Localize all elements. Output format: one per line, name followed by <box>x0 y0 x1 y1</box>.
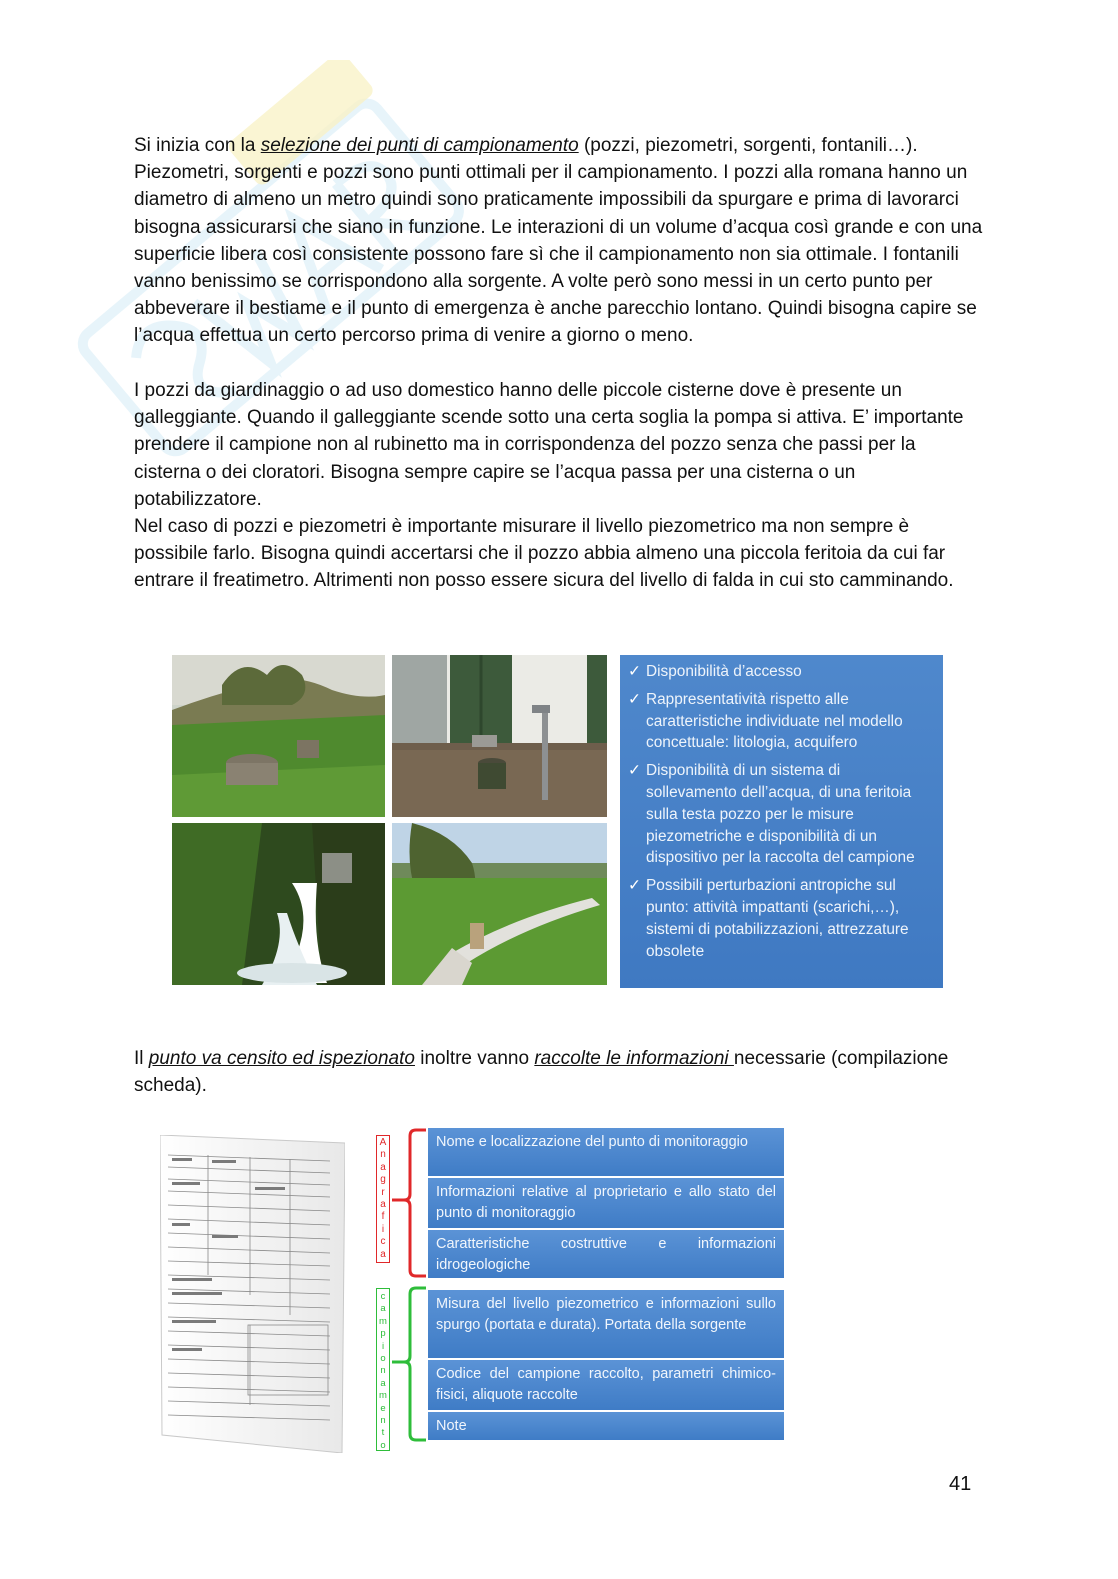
selezione-link-text: selezione dei punti di campionamento <box>260 135 579 156</box>
informazioni-link-text: raccolte le informazioni <box>534 1048 734 1069</box>
anagrafica-brace-icon <box>388 1128 430 1280</box>
check-icon: ✓ <box>628 762 641 780</box>
criterion-item: ✓ Rappresentatività rispetto alle caratteristiche individuate nel modello concettuale: litologia, acquifero <box>628 690 903 752</box>
fontanile-photo <box>392 823 607 985</box>
spring-waterfall-photo <box>172 823 385 985</box>
scheda-row-codice: Codice del campione raccolto, parametri chimico-fisici, aliquote raccolte <box>428 1360 784 1412</box>
campionamento-label: c a m p i o n a m e n t o <box>376 1288 390 1451</box>
check-icon: ✓ <box>628 877 641 895</box>
campionamento-brace-icon <box>388 1284 430 1446</box>
check-icon: ✓ <box>628 690 641 708</box>
censito-link-text: punto va censito ed ispezionato <box>148 1048 415 1069</box>
garden-well-photo <box>392 655 607 817</box>
anagrafica-label: A n a g r a f i c a <box>376 1135 390 1263</box>
scheda-row-caratteristiche: Caratteristiche costruttive e informazioni idrogeologiche <box>428 1230 784 1280</box>
censimento-paragraph: Il punto va censito ed ispezionato inoltre vanno raccolte le informazioni necessarie (compilazione scheda). <box>134 1048 949 1097</box>
criterion-item: ✓ Possibili perturbazioni antropiche sul punto: attività impattanti (scarichi,…), sistemi di potabilizzazioni, attrezzature obsolete <box>628 877 909 960</box>
intro-paragraph: Si inizia con la selezione dei punti di campionamento (pozzi, piezometri, sorgenti, fontanili…). Piezometri, sorgenti e pozzi sono punti ottimali per il campionamento. I pozzi alla romana hanno un diametro di almeno un metro quindi sono praticamente impossibili da spurgare e prima di lavorarci bisogna assicurarsi che siano in funzione. Le interazioni di un volume d’acqua così grande e con una superficie libera così consistente possono fare sì che il campionamento non sia ottimale. I fontanili vanno benissimo se corrispondono alla sorgente. A volte però sono messi in un certo punto per abbeverare il bestiame e il punto di emergenza è anche parecchio lontano. Quindi bisogna capire se l’acqua effettua un certo percorso prima di venire a giorno o meno. <box>134 135 983 347</box>
scheda-form-image <box>160 1135 345 1453</box>
page-number: 41 <box>949 1473 972 1495</box>
criteria-box <box>620 655 943 988</box>
well-field-photo <box>172 655 385 817</box>
check-icon: ✓ <box>628 663 641 680</box>
scheda-row-nome: Nome e localizzazione del punto di monitoraggio <box>428 1128 784 1178</box>
scheda-row-proprietario: Informazioni relative al proprietario e allo stato del punto di monitoraggio <box>428 1178 784 1230</box>
scheda-row-note: Note <box>428 1412 784 1442</box>
scheda-row-misura: Misura del livello piezometrico e informazioni sullo spurgo (portata e durata). Portata della sorgente <box>428 1290 784 1360</box>
criterion-item: ✓ Disponibilità di un sistema di sollevamento dell’acqua, di una feritoia sulla testa pozzo per le misure piezometriche e disponibilità di un dispositivo per la raccolta del campione <box>628 762 915 867</box>
piezometri-paragraph: Nel caso di pozzi e piezometri è importante misurare il livello piezometrico ma non sempre è possibile farlo. Bisogna quindi accertarsi che il pozzo abbia almeno una piccola feritoia da cui far entrare il freatimetro. Altrimenti non posso essere sicura del livello di falda in cui sto camminando. <box>134 516 954 592</box>
criterion-item: ✓ Disponibilità d’accesso <box>628 661 933 683</box>
pozzi-giardinaggio-paragraph: I pozzi da giardinaggio o ad uso domestico hanno delle piccole cisterne dove è presente un galleggiante. Quando il galleggiante scende sotto una certa soglia la pompa si attiva. E’ importante prendere il campione non al rubinetto ma in corrispondenza del pozzo senza che passi per la cisterna o dei cloratori. Bisogna sempre capire se l’acqua passa per una cisterna o un potabilizzatore. <box>134 380 964 510</box>
